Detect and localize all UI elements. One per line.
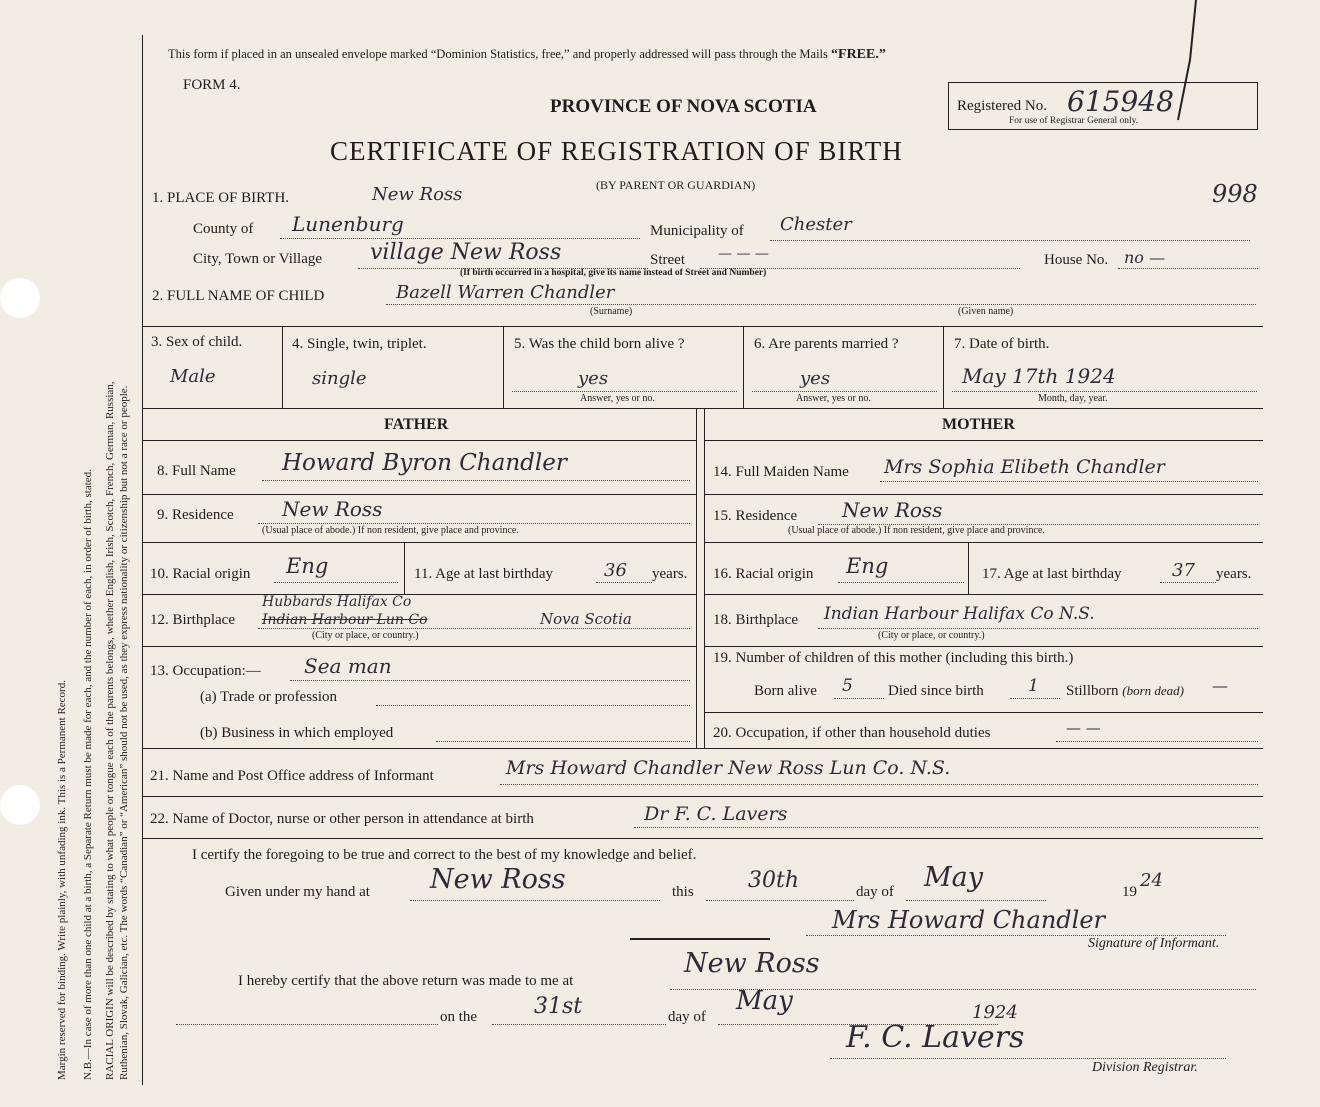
father-trade-line [376, 705, 690, 706]
form-number: FORM 4. [183, 77, 241, 93]
mail-note [168, 47, 886, 63]
mother-age-label: 17. Age at last birthday [982, 566, 1122, 582]
father-row-10-rule [143, 594, 696, 595]
mother-race-age-divider [968, 542, 969, 594]
mother-row-19-rule [704, 712, 1263, 713]
doctor-row-rule [143, 838, 1263, 839]
date-of-birth-line [952, 391, 1257, 392]
doctor-label: 22. Name of Doctor, nurse or other person in attendance at birth [150, 811, 534, 827]
parents-married-note: Answer, yes or no. [796, 393, 871, 404]
county-value: Lunenburg [292, 212, 404, 236]
registrar-signature: F. C. Lavers [846, 1020, 1025, 1055]
mother-birthplace-line [818, 628, 1258, 629]
parents-section-bottom-border [143, 748, 1263, 749]
registrar-signature-line [830, 1058, 1226, 1059]
child-name-line [386, 304, 1256, 305]
mother-died-label: Died since birth [888, 683, 984, 699]
sex-value: Male [170, 366, 216, 387]
certify-statement: I certify the foregoing to be true and correct to the best of my knowledge and belief. [192, 847, 697, 863]
father-row-8-rule [143, 494, 696, 495]
mother-born-alive-line [834, 698, 884, 699]
born-alive-label: 5. Was the child born alive ? [514, 336, 685, 352]
return-year-value: 1924 [972, 1002, 1018, 1023]
registered-number: 615948 [1067, 85, 1174, 118]
father-name-label: 8. Full Name [157, 463, 236, 479]
mother-residence-value: New Ross [842, 498, 943, 522]
mother-birthplace-value: Indian Harbour Halifax Co N.S. [824, 604, 1095, 624]
mother-name-line [880, 481, 1258, 482]
mother-born-alive-value: 5 [842, 676, 853, 696]
mother-residence-label: 15. Residence [713, 508, 798, 524]
given-under-label: Given under my hand at [225, 884, 370, 900]
father-row-12-rule [143, 646, 696, 647]
corner-number: 998 [1212, 180, 1258, 208]
registered-box [948, 82, 1258, 130]
margin-note-2: N.B.—In case of more than one child at a birth, a Separate Return must be made for each, and the number of each, in order of birth, stated. [82, 469, 94, 1080]
mother-race-value: Eng [846, 554, 889, 578]
father-residence-line [258, 523, 690, 524]
father-residence-note: (Usual place of abode.) If non resident, give place and province. [262, 525, 519, 536]
given-year-prefix: 19 [1122, 884, 1137, 900]
informant-signature: Mrs Howard Chandler [832, 906, 1105, 934]
given-month-line [906, 900, 1046, 901]
return-day-of-label: day of [668, 1009, 706, 1025]
municipality-value: Chester [780, 214, 852, 235]
municipality-label: Municipality of [650, 223, 744, 239]
father-occupation-label: 13. Occupation:— [150, 663, 261, 679]
mother-years-label: years. [1216, 566, 1252, 582]
binding-margin-line [142, 35, 143, 1085]
father-age-line [596, 582, 652, 583]
mother-born-alive-label: Born alive [754, 683, 817, 699]
doctor-line [634, 827, 1258, 828]
house-value: no — [1124, 248, 1166, 267]
pen-stroke-mark [1150, 0, 1210, 130]
mother-row-18-rule [704, 646, 1263, 647]
mother-birthplace-label: 18. Birthplace [713, 612, 798, 628]
mother-race-label: 16. Racial origin [713, 566, 814, 582]
date-of-birth-label: 7. Date of birth. [954, 336, 1050, 352]
return-prefix-line [176, 1024, 438, 1025]
father-residence-label: 9. Residence [157, 507, 234, 523]
surname-note: (Surname) [590, 306, 633, 317]
mother-occupation-value: — — [1066, 719, 1101, 737]
father-heading-rule [143, 440, 696, 441]
father-age-value: 36 [604, 560, 627, 581]
informant-label: 21. Name and Post Office address of Informant [150, 768, 434, 784]
mother-stillborn-note: (born dead) [1122, 683, 1185, 698]
father-birthplace-struck: Indian Harbour Lun Co [262, 612, 428, 628]
father-residence-value: New Ross [282, 497, 383, 521]
street-value: — — — [718, 246, 769, 262]
date-of-birth-value: May 17th 1924 [962, 364, 1116, 388]
mother-race-line [838, 582, 964, 583]
father-trade-label: (a) Trade or profession [200, 689, 338, 705]
parents-married-value: yes [800, 368, 831, 389]
mother-occupation-label: 20. Occupation, if other than household duties [713, 725, 991, 741]
father-birthplace-note: (City or place, or country.) [312, 630, 419, 641]
mother-age-value: 37 [1172, 560, 1195, 581]
mother-stillborn-text: Stillborn [1066, 683, 1119, 699]
informant-signature-caption: Signature of Informant. [1088, 936, 1220, 951]
mother-stillborn-value: — [1212, 676, 1228, 695]
return-month-value: May [736, 986, 793, 1016]
province-heading: PROVINCE OF NOVA SCOTIA [550, 96, 817, 117]
parents-married-label: 6. Are parents married ? [754, 336, 899, 352]
informant-value: Mrs Howard Chandler New Ross Lun Co. N.S. [506, 757, 951, 779]
county-line [280, 238, 640, 239]
father-name-line [262, 480, 690, 481]
divider-6-7 [943, 326, 944, 408]
father-race-age-divider [404, 542, 405, 594]
father-race-line [274, 582, 398, 583]
mother-residence-note: (Usual place of abode.) If non resident, give place and province. [788, 525, 1045, 536]
father-birthplace-label: 12. Birthplace [150, 612, 235, 628]
mother-column-left-border [704, 408, 705, 748]
mail-note-free: “FREE.” [831, 47, 886, 62]
given-month-value: May [924, 862, 983, 893]
mother-heading: MOTHER [942, 416, 1015, 433]
born-alive-line [512, 391, 737, 392]
place-of-birth-value: New Ross [372, 184, 463, 205]
father-race-label: 10. Racial origin [150, 566, 251, 582]
father-years-label: years. [652, 566, 688, 582]
mail-note-text: This form if placed in an unsealed envelope marked “Dominion Statistics, free,” and properly addressed will pass through the Mails [168, 47, 832, 61]
plurality-label: 4. Single, twin, triplet. [292, 336, 427, 352]
municipality-line [770, 240, 1250, 241]
mother-occupation-line [1056, 741, 1258, 742]
street-label: Street [650, 252, 685, 268]
punch-hole-bottom [0, 785, 40, 825]
hospital-note: (If birth occurred in a hospital, give its name instead of Street and Number) [460, 268, 767, 278]
house-line [1118, 268, 1258, 269]
given-day-value: 30th [748, 868, 800, 893]
date-of-birth-note: Month, day, year. [1038, 393, 1108, 404]
row-3-7-bottom-border [143, 408, 1263, 409]
given-name-note: (Given name) [958, 306, 1014, 317]
divider-3-4 [282, 326, 283, 408]
born-alive-value: yes [578, 368, 609, 389]
informant-row-rule [143, 796, 1263, 797]
ink-stroke [630, 938, 770, 940]
informant-line [500, 784, 1258, 785]
document-title: CERTIFICATE OF REGISTRATION OF BIRTH [330, 136, 903, 166]
father-birthplace-line [258, 628, 690, 629]
mother-died-line [1010, 698, 1060, 699]
mother-age-line [1160, 582, 1216, 583]
mother-heading-rule [704, 440, 1263, 441]
return-day-value: 31st [534, 994, 583, 1019]
return-label: I hereby certify that the above return was made to me at [238, 973, 574, 989]
given-year-value: 24 [1140, 870, 1163, 891]
parents-married-line [752, 391, 937, 392]
father-name-value: Howard Byron Chandler [282, 450, 567, 476]
father-column-right-border [696, 408, 697, 748]
child-name-value: Bazell Warren Chandler [396, 282, 615, 303]
given-place-line [410, 900, 660, 901]
registrar-use-note: For use of Registrar General only. [1009, 116, 1139, 126]
mother-birthplace-note: (City or place, or country.) [878, 630, 985, 641]
doctor-value: Dr F. C. Lavers [644, 803, 788, 825]
given-this-label: this [672, 884, 694, 900]
father-row-9-rule [143, 542, 696, 543]
return-on-the-label: on the [440, 1009, 478, 1025]
father-heading: FATHER [384, 416, 449, 433]
plurality-value: single [312, 368, 367, 389]
margin-note-4: Ruthenian, Slovak, Galician, etc. The words “Canadian” or “American” should not be used, as they express nationality or citizenship but not a race or people. [118, 385, 130, 1080]
mother-name-value: Mrs Sophia Elibeth Chandler [884, 456, 1165, 478]
father-occupation-value: Sea man [304, 654, 392, 678]
father-race-value: Eng [286, 554, 329, 578]
given-place-value: New Ross [430, 864, 566, 895]
sex-label: 3. Sex of child. [151, 334, 243, 350]
place-of-birth-label: 1. PLACE OF BIRTH. [152, 190, 290, 206]
city-label: City, Town or Village [193, 251, 323, 267]
father-age-label: 11. Age at last birthday [414, 566, 553, 582]
father-business-line [436, 741, 690, 742]
given-day-line [706, 900, 854, 901]
mother-row-15-rule [704, 542, 1263, 543]
father-business-label: (b) Business in which employed [200, 725, 394, 741]
mother-died-value: 1 [1028, 676, 1039, 696]
county-label: County of [193, 221, 254, 237]
father-occupation-line [290, 680, 690, 681]
divider-5-6 [743, 326, 744, 408]
row-3-7-top-border [143, 326, 1263, 327]
father-birthplace-province: Nova Scotia [540, 610, 632, 628]
registrar-caption: Division Registrar. [1092, 1060, 1198, 1075]
divider-4-5 [503, 326, 504, 408]
given-day-of-label: day of [856, 884, 894, 900]
return-day-line [492, 1024, 666, 1025]
city-value: village New Ross [370, 240, 562, 265]
mother-children-label: 19. Number of children of this mother (including this birth.) [713, 650, 1074, 666]
mother-row-16-rule [704, 594, 1263, 595]
return-place-value: New Ross [684, 948, 820, 979]
born-alive-note: Answer, yes or no. [580, 393, 655, 404]
punch-hole-top [0, 278, 40, 318]
house-label: House No. [1044, 252, 1109, 268]
document-subtitle: (BY PARENT OR GUARDIAN) [596, 178, 756, 192]
mother-name-label: 14. Full Maiden Name [713, 464, 849, 480]
registered-label: Registered No. [957, 98, 1047, 114]
margin-note-3: RACIAL ORIGIN will be described by stating to what people or tongue each of the parents belongs, whether English, Irish, Scotch, French, German, Russian, [104, 381, 116, 1080]
child-name-label: 2. FULL NAME OF CHILD [152, 288, 325, 304]
father-birthplace-correction: Hubbards Halifax Co [262, 594, 412, 610]
mother-row-14-rule [704, 494, 1263, 495]
margin-note-1: Margin reserved for binding. Write plainly, with unfading ink. This is a Permanent Record. [56, 680, 68, 1080]
mother-stillborn-label [1066, 683, 1184, 700]
